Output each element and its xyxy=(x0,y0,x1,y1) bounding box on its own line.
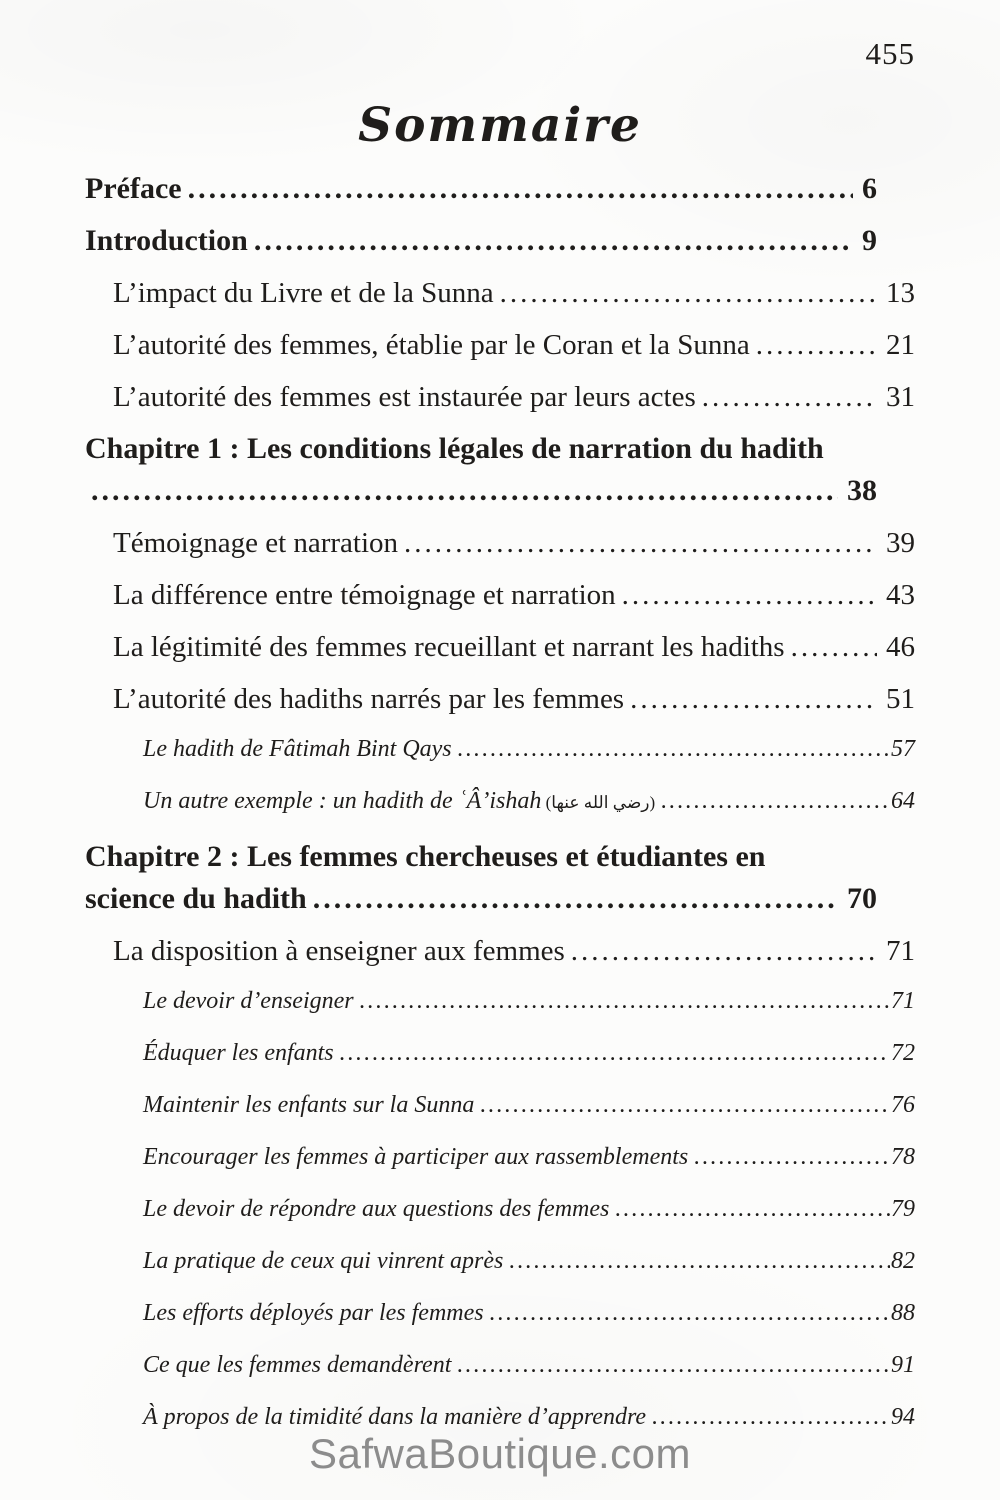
toc-entry-title: Chapitre 1 : Les conditions légales de narration du hadith xyxy=(85,432,824,465)
toc-page-number: 76 xyxy=(891,1092,915,1118)
toc-entry xyxy=(85,986,915,1016)
toc-page-number: 71 xyxy=(891,988,915,1014)
toc-entry-title: Le hadith de Fâtimah Bint Qays xyxy=(143,736,452,762)
toc-entry xyxy=(85,276,915,310)
toc-entry xyxy=(85,380,915,414)
toc-page-number: 79 xyxy=(891,1196,915,1222)
toc-entry-title: La légitimité des femmes recueillant et narrant les hadiths xyxy=(113,631,785,663)
toc-page-number: 9 xyxy=(862,224,877,257)
toc-page-number: 39 xyxy=(886,527,915,559)
toc-entry-title: La pratique de ceux qui vinrent après xyxy=(143,1248,504,1274)
toc-entry xyxy=(85,1090,915,1120)
toc-entry-title: L’autorité des femmes est instaurée par leurs actes xyxy=(113,381,696,413)
dot-leader xyxy=(480,1090,890,1120)
toc-page-number: 82 xyxy=(891,1248,915,1274)
toc-page-number: 88 xyxy=(891,1300,915,1326)
dot-leader xyxy=(404,526,877,560)
toc-page-number: 72 xyxy=(891,1040,915,1066)
toc-entry xyxy=(85,1246,915,1276)
toc-entry-title: La différence entre témoignage et narration xyxy=(113,579,616,611)
toc-page-number: 78 xyxy=(891,1144,915,1170)
toc-entry xyxy=(85,432,915,508)
toc-entry xyxy=(85,1350,915,1380)
toc-page-number: 21 xyxy=(886,329,915,361)
toc-entry xyxy=(85,840,915,916)
dot-leader xyxy=(458,734,890,764)
toc-entry-title: Ce que les femmes demandèrent xyxy=(143,1352,452,1378)
toc-entry-line1 xyxy=(85,840,877,874)
toc-title: Sommaire xyxy=(358,98,642,153)
toc-entry-title: L’autorité des femmes, établie par le Coran et la Sunna xyxy=(113,329,750,361)
toc-page-number: 64 xyxy=(891,788,915,814)
dot-leader xyxy=(571,934,877,968)
dot-leader xyxy=(500,276,877,310)
toc-page-number: 13 xyxy=(886,277,915,309)
toc-entry-line2 xyxy=(85,882,877,916)
dot-leader xyxy=(490,1298,890,1328)
dot-leader xyxy=(702,380,877,414)
toc-entry-title: À propos de la timidité dans la manière d’apprendre xyxy=(143,1404,647,1430)
toc-page-number: 71 xyxy=(886,935,915,967)
table-of-contents xyxy=(85,172,915,1454)
toc-entry xyxy=(85,1298,915,1328)
dot-leader xyxy=(254,224,853,258)
toc-entry xyxy=(85,1402,915,1432)
page-number: 455 xyxy=(865,36,915,71)
toc-page-number: 91 xyxy=(891,1352,915,1378)
toc-page-number: 57 xyxy=(891,736,915,762)
toc-entry-title: L’autorité des hadiths narrés par les femmes xyxy=(113,683,625,715)
toc-page-number: 43 xyxy=(886,579,915,611)
toc-entry-title: Le devoir de répondre aux questions des femmes xyxy=(143,1196,610,1222)
toc-entry-title: Le devoir d’enseigner xyxy=(143,988,354,1014)
toc-entry-title: Les efforts déployés par les femmes xyxy=(143,1300,484,1326)
toc-entry-title: Introduction xyxy=(85,224,248,257)
toc-entry-title: Préface xyxy=(85,172,182,205)
dot-leader xyxy=(622,578,877,612)
dot-leader xyxy=(340,1038,890,1068)
toc-entry xyxy=(85,786,915,818)
toc-entry-line1 xyxy=(85,432,877,466)
toc-entry-title: Un autre exemple : un hadith de ʿÂ’ishah (رضي الله عنها) xyxy=(143,788,656,814)
toc-page-number: 38 xyxy=(847,474,877,507)
toc-entry xyxy=(85,1038,915,1068)
toc-entry-title: La disposition à enseigner aux femmes xyxy=(113,935,565,967)
toc-entry xyxy=(85,934,915,968)
toc-entry-title: Chapitre 2 : Les femmes chercheuses et étudiantes en xyxy=(85,840,766,873)
dot-leader xyxy=(457,1350,890,1380)
watermark: SafwaBoutique.com xyxy=(308,1430,692,1477)
toc-entry-title-continued: science du hadith xyxy=(85,882,307,915)
toc-entry-title: Maintenir les enfants sur la Sunna xyxy=(143,1092,475,1118)
toc-page-number: 46 xyxy=(886,631,915,663)
toc-entry-line2 xyxy=(85,474,877,508)
toc-page-number: 51 xyxy=(886,683,915,715)
toc-entry xyxy=(85,630,915,664)
toc-entry xyxy=(85,734,915,764)
toc-entry xyxy=(85,328,915,362)
toc-page-number: 6 xyxy=(862,172,877,205)
dot-leader xyxy=(615,1194,890,1224)
toc-entry xyxy=(85,224,915,258)
dot-leader xyxy=(694,1142,890,1172)
toc-entry-title: Témoignage et narration xyxy=(113,527,399,559)
toc-entry xyxy=(85,1142,915,1172)
toc-entry xyxy=(85,578,915,612)
toc-entry xyxy=(85,172,915,206)
dot-leader xyxy=(91,474,838,508)
arabic-honorific: (رضي الله عنها) xyxy=(541,793,656,812)
dot-leader xyxy=(188,172,853,206)
dot-leader xyxy=(360,986,890,1016)
dot-leader xyxy=(652,1402,890,1432)
dot-leader xyxy=(756,328,877,362)
toc-entry xyxy=(85,1194,915,1224)
dot-leader xyxy=(509,1246,890,1276)
toc-entry xyxy=(85,682,915,716)
dot-leader xyxy=(630,682,877,716)
toc-entry xyxy=(85,526,915,560)
toc-page-number: 70 xyxy=(847,882,877,915)
toc-page-number: 94 xyxy=(891,1404,915,1430)
dot-leader xyxy=(791,630,877,664)
dot-leader xyxy=(661,786,890,816)
toc-entry-title: Encourager les femmes à participer aux rassemblements xyxy=(143,1144,689,1170)
toc-entry-title: L’impact du Livre et de la Sunna xyxy=(113,277,494,309)
toc-page-number: 31 xyxy=(886,381,915,413)
dot-leader xyxy=(313,882,838,916)
toc-entry-title: Éduquer les enfants xyxy=(143,1040,334,1066)
